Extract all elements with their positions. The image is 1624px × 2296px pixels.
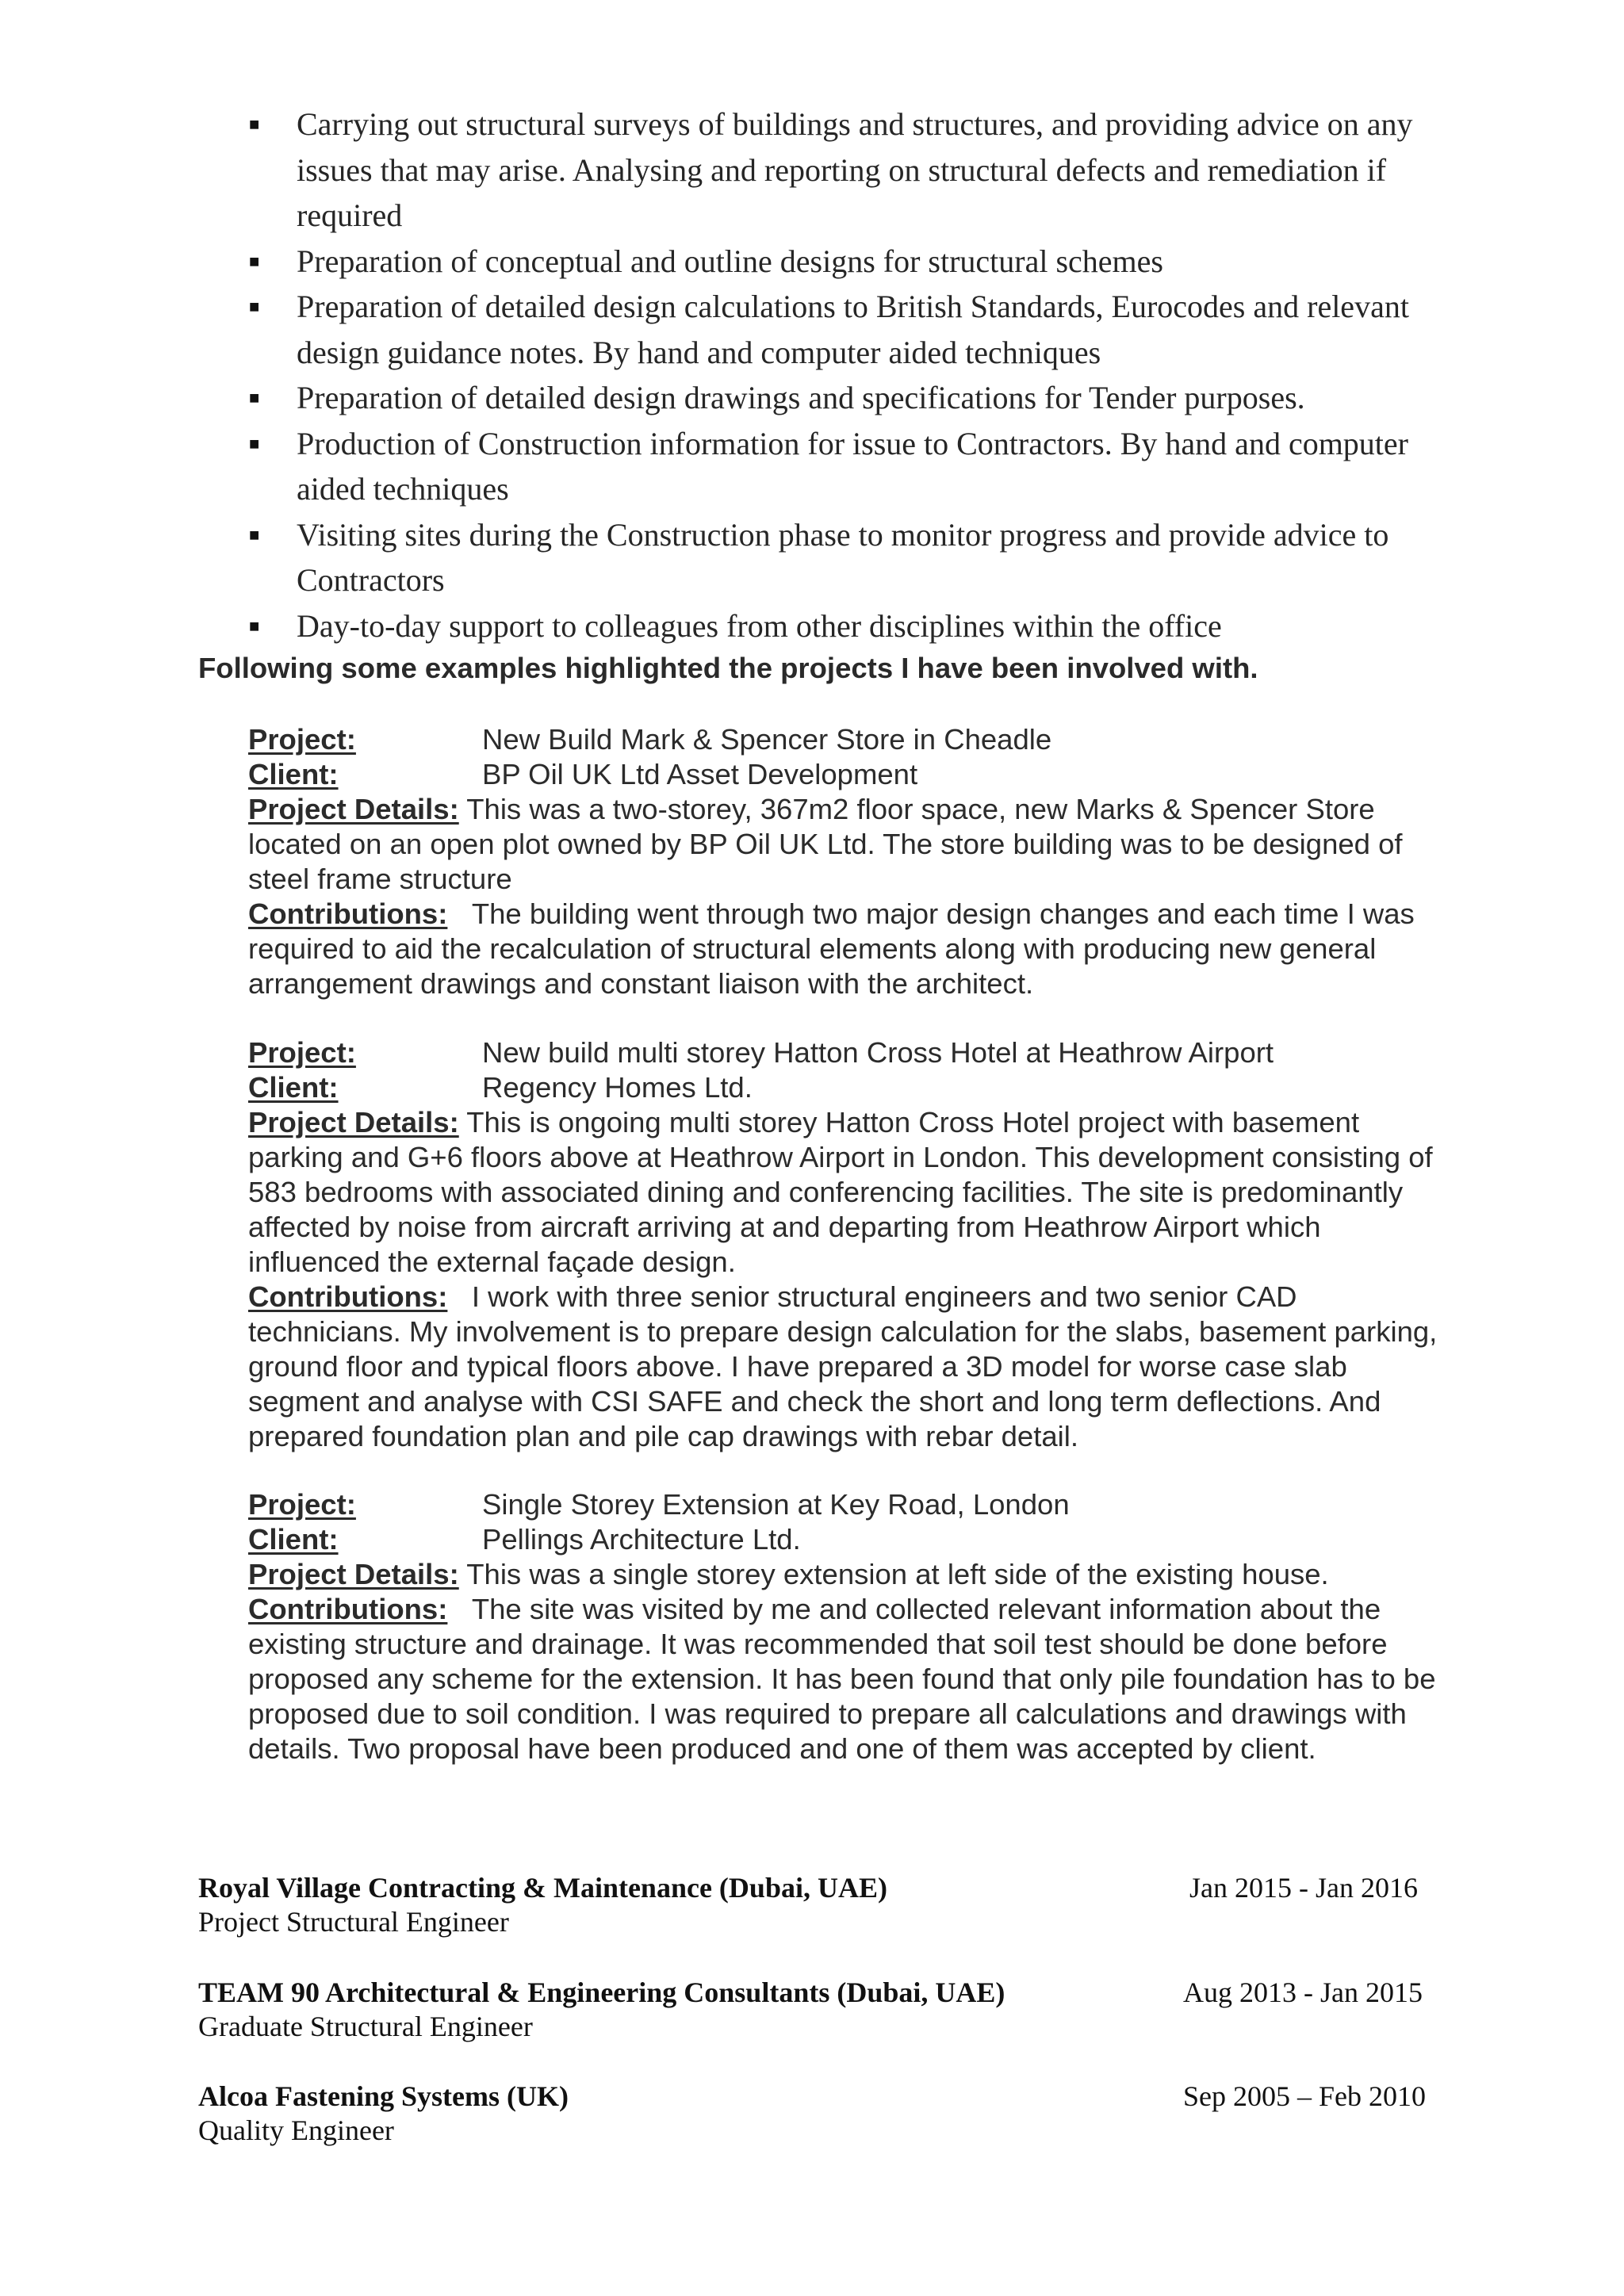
client-label: Client:: [248, 1071, 339, 1104]
project-label: Project:: [248, 1488, 356, 1521]
employment-entry: [198, 1976, 1435, 2044]
client-name: BP Oil UK Ltd Asset Development: [482, 758, 918, 790]
client-name: Regency Homes Ltd.: [482, 1071, 753, 1104]
project-block: [248, 1487, 1454, 1766]
list-item: ■ Day-to-day support to colleagues from other disciplines within the office: [246, 603, 1451, 649]
employment-entry: [198, 2080, 1435, 2148]
list-item: ■ Preparation of conceptual and outline designs for structural schemes: [246, 239, 1451, 285]
contributions-label: Contributions:: [248, 1593, 448, 1625]
employment-dates: Sep 2005 – Feb 2010: [1183, 2080, 1426, 2112]
square-bullet-icon: ■: [249, 615, 260, 636]
square-bullet-icon: ■: [249, 433, 260, 453]
company-name: Royal Village Contracting & Maintenance (Dubai, UAE): [198, 1872, 887, 1904]
employment-dates: Jan 2015 - Jan 2016: [1189, 1872, 1418, 1904]
list-item: ■ Carrying out structural surveys of buildings and structures, and providing advice on any issues that may arise. Analysing and reporting on structural defects and remediation if required: [246, 101, 1451, 239]
job-title: Project Structural Engineer: [198, 1906, 509, 1938]
square-bullet-icon: ■: [249, 524, 260, 545]
company-name: Alcoa Fastening Systems (UK): [198, 2080, 569, 2112]
square-bullet-icon: ■: [249, 114, 260, 134]
project-details: Project Details: This was a two-storey, 367m2 floor space, new Marks & Spencer Store located on an open plot owned by BP Oil UK Ltd. The store building was to be designed of steel frame structure: [248, 793, 1403, 895]
contributions-label: Contributions:: [248, 897, 448, 930]
details-label: Project Details:: [248, 1106, 459, 1138]
list-item: ■ Preparation of detailed design calculations to British Standards, Eurocodes and relevant design guidance notes. By hand and computer aided techniques: [246, 284, 1451, 375]
employment-entry: [198, 1871, 1435, 1939]
company-name: TEAM 90 Architectural & Engineering Consultants (Dubai, UAE): [198, 1976, 1005, 2008]
details-label: Project Details:: [248, 1558, 459, 1590]
client-name: Pellings Architecture Ltd.: [482, 1523, 801, 1556]
client-label: Client:: [248, 758, 339, 790]
projects-intro-heading: Following some examples highlighted the projects I have been involved with.: [198, 652, 1258, 684]
project-block: [248, 1035, 1454, 1454]
list-item: ■ Visiting sites during the Construction phase to monitor progress and provide advice to Contractors: [246, 512, 1451, 603]
employment-dates: Aug 2013 - Jan 2015: [1183, 1976, 1423, 2008]
project-name: Single Storey Extension at Key Road, London: [482, 1488, 1070, 1521]
responsibilities-list: [246, 101, 1451, 649]
project-label: Project:: [248, 1036, 356, 1069]
project-contributions: Contributions: I work with three senior structural engineers and two senior CAD technicians. My involvement is to prepare design calculation for the slabs, basement parking, ground floor and typical floors above. I have prepared a 3D model for worse case slab segment and analyse with CSI SAFE and check the short and long term deflections. And prepared foundation plan and pile cap drawings with rebar detail.: [248, 1280, 1438, 1452]
list-item: ■ Production of Construction information for issue to Contractors. By hand and computer aided techniques: [246, 421, 1451, 512]
project-name: New build multi storey Hatton Cross Hotel at Heathrow Airport: [482, 1036, 1274, 1069]
square-bullet-icon: ■: [249, 388, 260, 408]
details-label: Project Details:: [248, 793, 459, 825]
square-bullet-icon: ■: [249, 297, 260, 316]
project-name: New Build Mark & Spencer Store in Cheadle: [482, 723, 1052, 756]
project-contributions: Contributions: The site was visited by me and collected relevant information about the existing structure and drainage. It was recommended that soil test should be done before proposed any scheme for the extension. It has been found that only pile foundation has to be proposed due to soil condition. I was required to prepare all calculations and drawings with details. Two proposal have been produced and one of them was accepted by client.: [248, 1593, 1436, 1765]
contributions-label: Contributions:: [248, 1280, 448, 1313]
square-bullet-icon: ■: [249, 251, 260, 271]
project-label: Project:: [248, 723, 356, 756]
project-contributions: Contributions: The building went through two major design changes and each time I was required to aid the recalculation of structural elements along with producing new general arrangement drawings and constant liaison with the architect.: [248, 897, 1415, 1000]
client-label: Client:: [248, 1523, 339, 1556]
project-block: [248, 722, 1454, 1001]
job-title: Graduate Structural Engineer: [198, 2011, 533, 2042]
job-title: Quality Engineer: [198, 2114, 394, 2146]
project-details: Project Details: This is ongoing multi storey Hatton Cross Hotel project with basement parking and G+6 floors above at Heathrow Airport in London. This development consisting of 583 bedrooms with associated dining and conferencing facilities. The site is predominantly affected by noise from aircraft arriving at and departing from Heathrow Airport which influenced the external façade design.: [248, 1106, 1433, 1278]
project-details: Project Details: This was a single storey extension at left side of the existing house.: [248, 1558, 1329, 1590]
list-item: ■ Preparation of detailed design drawings and specifications for Tender purposes.: [246, 375, 1451, 421]
